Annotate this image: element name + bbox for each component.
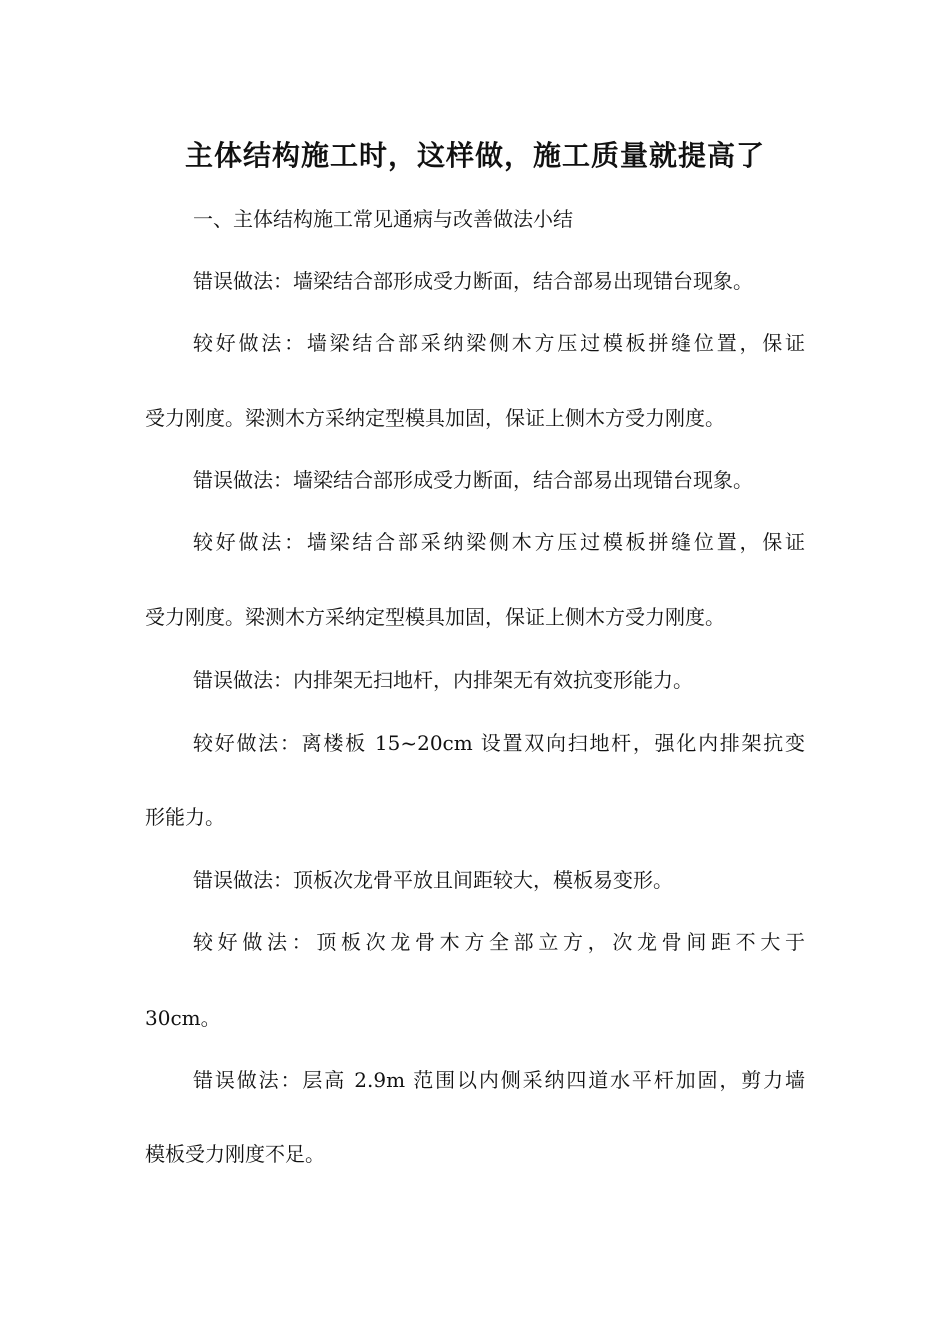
paragraph-4-line-2: 受力刚度。梁测木方采纳定型模具加固，保证上侧木方受力刚度。: [145, 605, 725, 629]
document-title: 主体结构施工时，这样做，施工质量就提高了: [184, 139, 765, 172]
paragraph-5-line-1: 错误做法：内排架无扫地杆，内排架无有效抗变形能力。: [193, 668, 693, 692]
paragraph-6-line-1: 较好做法：离楼板 15~20cm 设置双向扫地杆，强化内排架抗变: [193, 731, 805, 755]
paragraph-2-line-2: 受力刚度。梁测木方采纳定型模具加固，保证上侧木方受力刚度。: [145, 406, 725, 430]
paragraph-9-line-1: 错误做法：层高 2.9m 范围以内侧采纳四道水平杆加固，剪力墙: [193, 1068, 805, 1092]
paragraph-8-line-1: 较好做法：顶板次龙骨木方全部立方，次龙骨间距不大于: [193, 930, 805, 954]
paragraph-6-line-2: 形能力。: [145, 805, 225, 829]
section-heading: 一、主体结构施工常见通病与改善做法小结: [193, 207, 573, 231]
paragraph-2-line-1: 较好做法：墙梁结合部采纳梁侧木方压过模板拼缝位置，保证: [193, 331, 805, 355]
paragraph-7-line-1: 错误做法：顶板次龙骨平放且间距较大，模板易变形。: [193, 868, 673, 892]
paragraph-9-line-2: 模板受力刚度不足。: [145, 1142, 325, 1166]
paragraph-1-line-1: 错误做法：墙梁结合部形成受力断面，结合部易出现错台现象。: [193, 269, 753, 293]
paragraph-8-line-2: 30cm。: [145, 1006, 221, 1030]
paragraph-4-line-1: 较好做法：墙梁结合部采纳梁侧木方压过模板拼缝位置，保证: [193, 530, 805, 554]
paragraph-3-line-1: 错误做法：墙梁结合部形成受力断面，结合部易出现错台现象。: [193, 468, 753, 492]
